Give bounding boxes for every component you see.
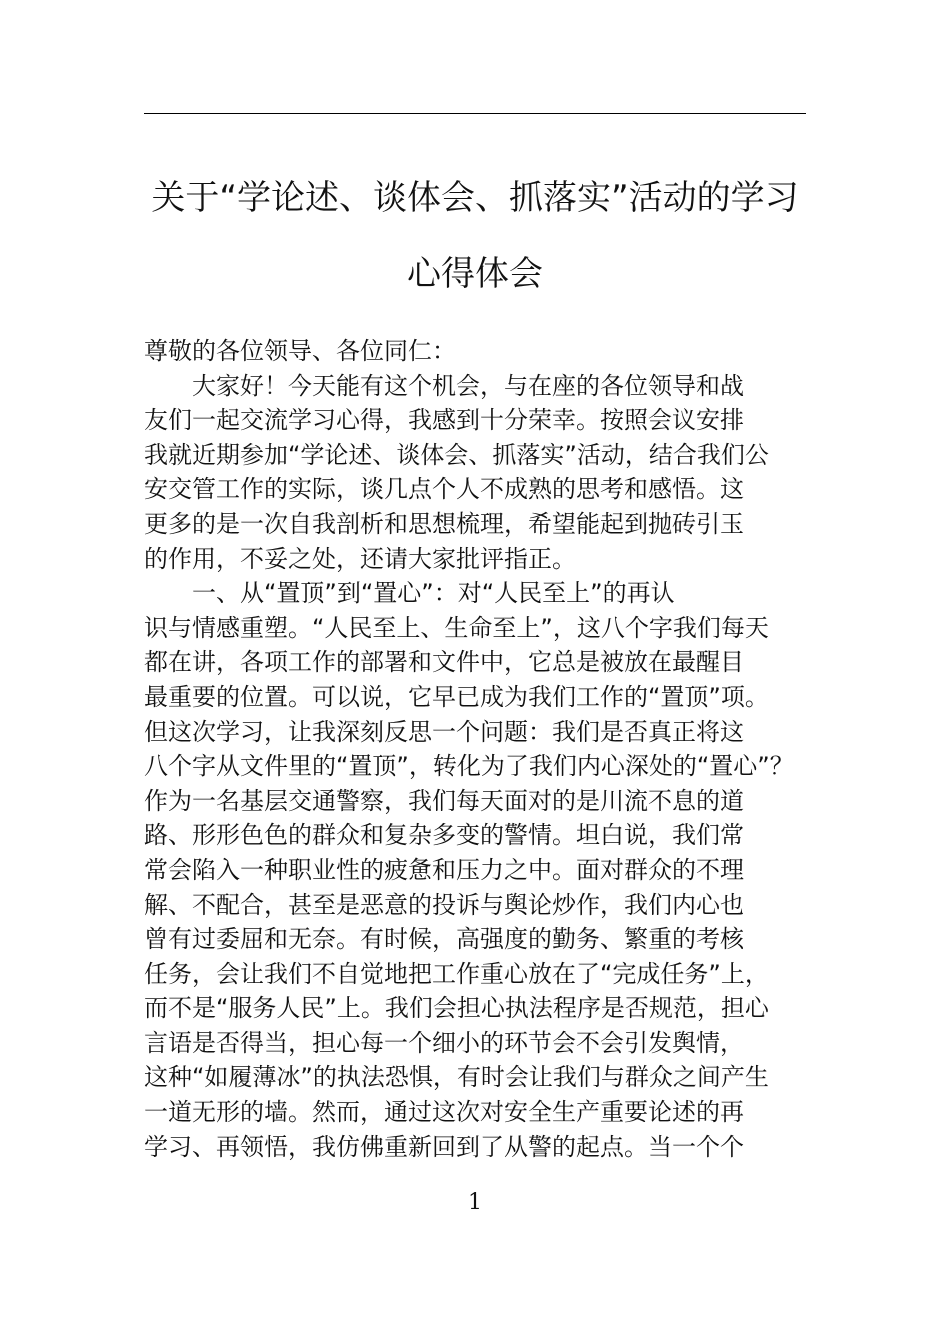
paragraph-line: 都在讲，各项工作的部署和文件中，它总是被放在最醒目 (144, 648, 744, 677)
paragraph-line: 一道无形的墙。然而，通过这次对安全生产重要论述的再 (144, 1098, 744, 1127)
title-line: 心得体会 (407, 254, 543, 294)
paragraph-line: 路、形形色色的群众和复杂多变的警情。坦白说，我们常 (144, 821, 744, 850)
paragraph-line: 但这次学习，让我深刻反思一个问题：我们是否真正将这 (144, 717, 744, 746)
paragraph-line: 这种“如履薄冰”的执法恐惧，有时会让我们与群众之间产生 (144, 1063, 769, 1092)
section-heading-line: 一、从“置顶”到“置心”：对“人民至上”的再认 (192, 579, 675, 608)
header-rule (144, 113, 806, 114)
paragraph-line: 识与情感重塑。“人民至上、生命至上”，这八个字我们每天 (144, 613, 769, 642)
paragraph-line: 解、不配合，甚至是恶意的投诉与舆论炒作，我们内心也 (144, 890, 744, 919)
paragraph-line: 学习、再领悟，我仿佛重新回到了从警的起点。当一个个 (144, 1132, 744, 1161)
salutation: 尊敬的各位领导、各位同仁： (144, 337, 456, 365)
page-title (130, 160, 820, 312)
page-number: 1 (468, 1190, 482, 1215)
paragraph-line: 最重要的位置。可以说，它早已成为我们工作的“置顶”项。 (144, 682, 769, 711)
paragraph-line: 言语是否得当，担心每一个细小的环节会不会引发舆情， (144, 1028, 744, 1057)
body-text (144, 334, 806, 1164)
paragraph-line: 常会陷入一种职业性的疲惫和压力之中。面对群众的不理 (144, 855, 744, 884)
paragraph-line: 更多的是一次自我剖析和思想梳理，希望能起到抛砖引玉 (144, 509, 744, 538)
paragraph-line: 安交管工作的实际，谈几点个人不成熟的思考和感悟。这 (144, 475, 744, 504)
paragraph-line: 的作用，不妥之处，还请大家批评指正。 (144, 544, 576, 573)
paragraph-line: 曾有过委屈和无奈。有时候，高强度的勤务、繁重的考核 (144, 925, 744, 954)
paragraph-line: 我就近期参加“学论述、谈体会、抓落实”活动，结合我们公 (144, 440, 769, 469)
paragraph-line: 友们一起交流学习心得，我感到十分荣幸。按照会议安排 (144, 406, 744, 435)
paragraph-line: 而不是“服务人民”上。我们会担心执法程序是否规范，担心 (144, 994, 769, 1023)
title-line: 关于“学论述、谈体会、抓落实”活动的学习 (151, 178, 799, 218)
paragraph-line: 任务，会让我们不自觉地把工作重心放在了“完成任务”上， (144, 959, 769, 988)
paragraph-line: 作为一名基层交通警察，我们每天面对的是川流不息的道 (144, 786, 744, 815)
paragraph-line: 大家好！今天能有这个机会，与在座的各位领导和战 (192, 371, 744, 400)
paragraph-line: 八个字从文件里的“置顶”，转化为了我们内心深处的“置心”？ (144, 752, 794, 781)
